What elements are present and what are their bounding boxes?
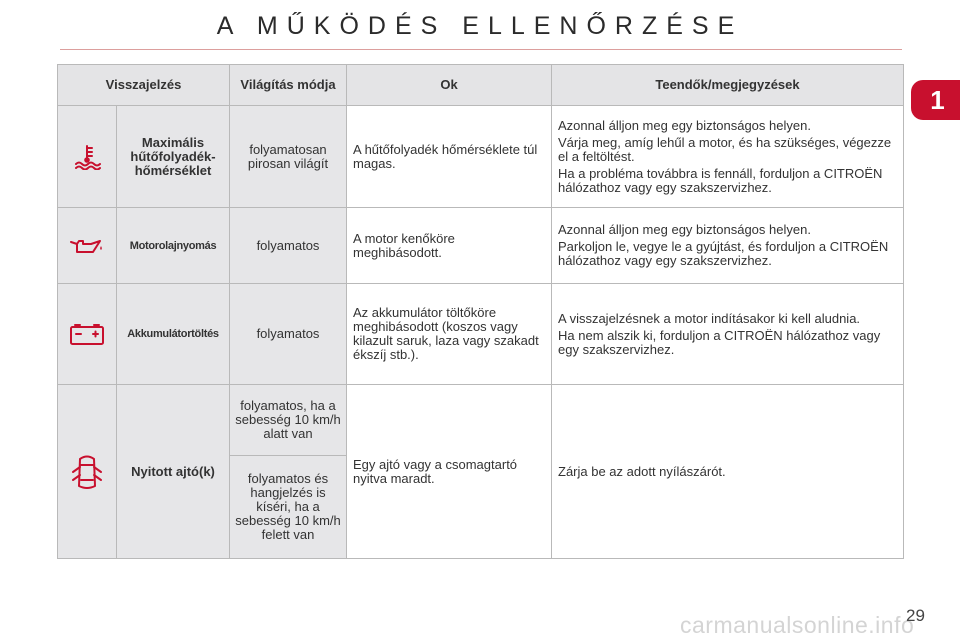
indicator-name: Nyitott ajtó(k) (117, 385, 230, 559)
action-text: Zárja be az adott nyílászárót. (552, 385, 904, 559)
action-text: Ha a probléma továbbra is fennáll, forduljon a CITROËN hálózathoz vagy egy szakszervizhez. (558, 165, 883, 195)
lighting-mode: folyamatos és hangjelzés is kíséri, ha a sebesség 10 km/h felett van (230, 456, 347, 559)
warning-lights-table (57, 64, 904, 559)
watermark: carmanualsonline.info (680, 612, 915, 638)
coolant-temperature-icon (58, 106, 117, 208)
oil-pressure-icon (58, 208, 117, 284)
header-indicator: Visszajelzés (58, 65, 230, 106)
action-text: Ha nem alszik ki, forduljon a CITROËN hálózathoz vagy egy szakszervizhez. (558, 327, 881, 357)
header-mode: Világítás módja (230, 65, 347, 106)
header-cause: Ok (347, 65, 552, 106)
action-cell (552, 284, 904, 385)
lighting-mode: folyamatos, ha a sebesség 10 km/h alatt van (230, 385, 347, 456)
table-row (58, 208, 904, 284)
table-row (58, 106, 904, 208)
action-text: Parkoljon le, vegye le a gyújtást, és forduljon a CITROËN hálózathoz vagy egy szakszervizhez. (558, 239, 889, 268)
table-header-row (58, 65, 904, 106)
lighting-mode: folyamatos (230, 284, 347, 385)
cause-text: Egy ajtó vagy a csomagtartó nyitva maradt. (347, 385, 552, 559)
page-title: A MŰKÖDÉS ELLENŐRZÉSE (216, 12, 744, 40)
table-row (58, 284, 904, 385)
action-cell (552, 208, 904, 284)
action-text: Várja meg, amíg lehűl a motor, és ha szükséges, végezze el a feltöltést. (558, 134, 892, 164)
cause-text: A motor kenőköre meghibásodott. (347, 208, 552, 284)
header-action: Teendők/megjegyzések (552, 65, 904, 106)
indicator-name: Motorolajnyomás (117, 208, 230, 284)
lighting-mode: folyamatos (230, 208, 347, 284)
action-text: Azonnal álljon meg egy biztonságos helyen. (558, 117, 811, 133)
action-text: Azonnal álljon meg egy biztonságos helyen. (558, 222, 811, 237)
page-number: 29 (906, 606, 925, 625)
title-divider (60, 49, 902, 50)
cause-text: Az akkumulátor töltőköre meghibásodott (koszos vagy kilazult saruk, laza vagy szakadt ékszíj stb.). (347, 284, 552, 385)
action-cell (552, 106, 904, 208)
cause-text: A hűtőfolyadék hőmérséklete túl magas. (347, 106, 552, 208)
door-open-icon (58, 385, 117, 559)
indicator-name: Akkumulátortöltés (117, 284, 230, 385)
table-row (58, 385, 904, 456)
battery-charge-icon (58, 284, 117, 385)
lighting-mode: folyamatosan pirosan világít (230, 106, 347, 208)
indicator-name: Maximális hűtőfolyadék-hőmérséklet (117, 106, 230, 208)
chapter-tab[interactable]: 1 (911, 80, 960, 120)
action-text: A visszajelzésnek a motor indításakor ki kell aludnia. (558, 310, 861, 326)
